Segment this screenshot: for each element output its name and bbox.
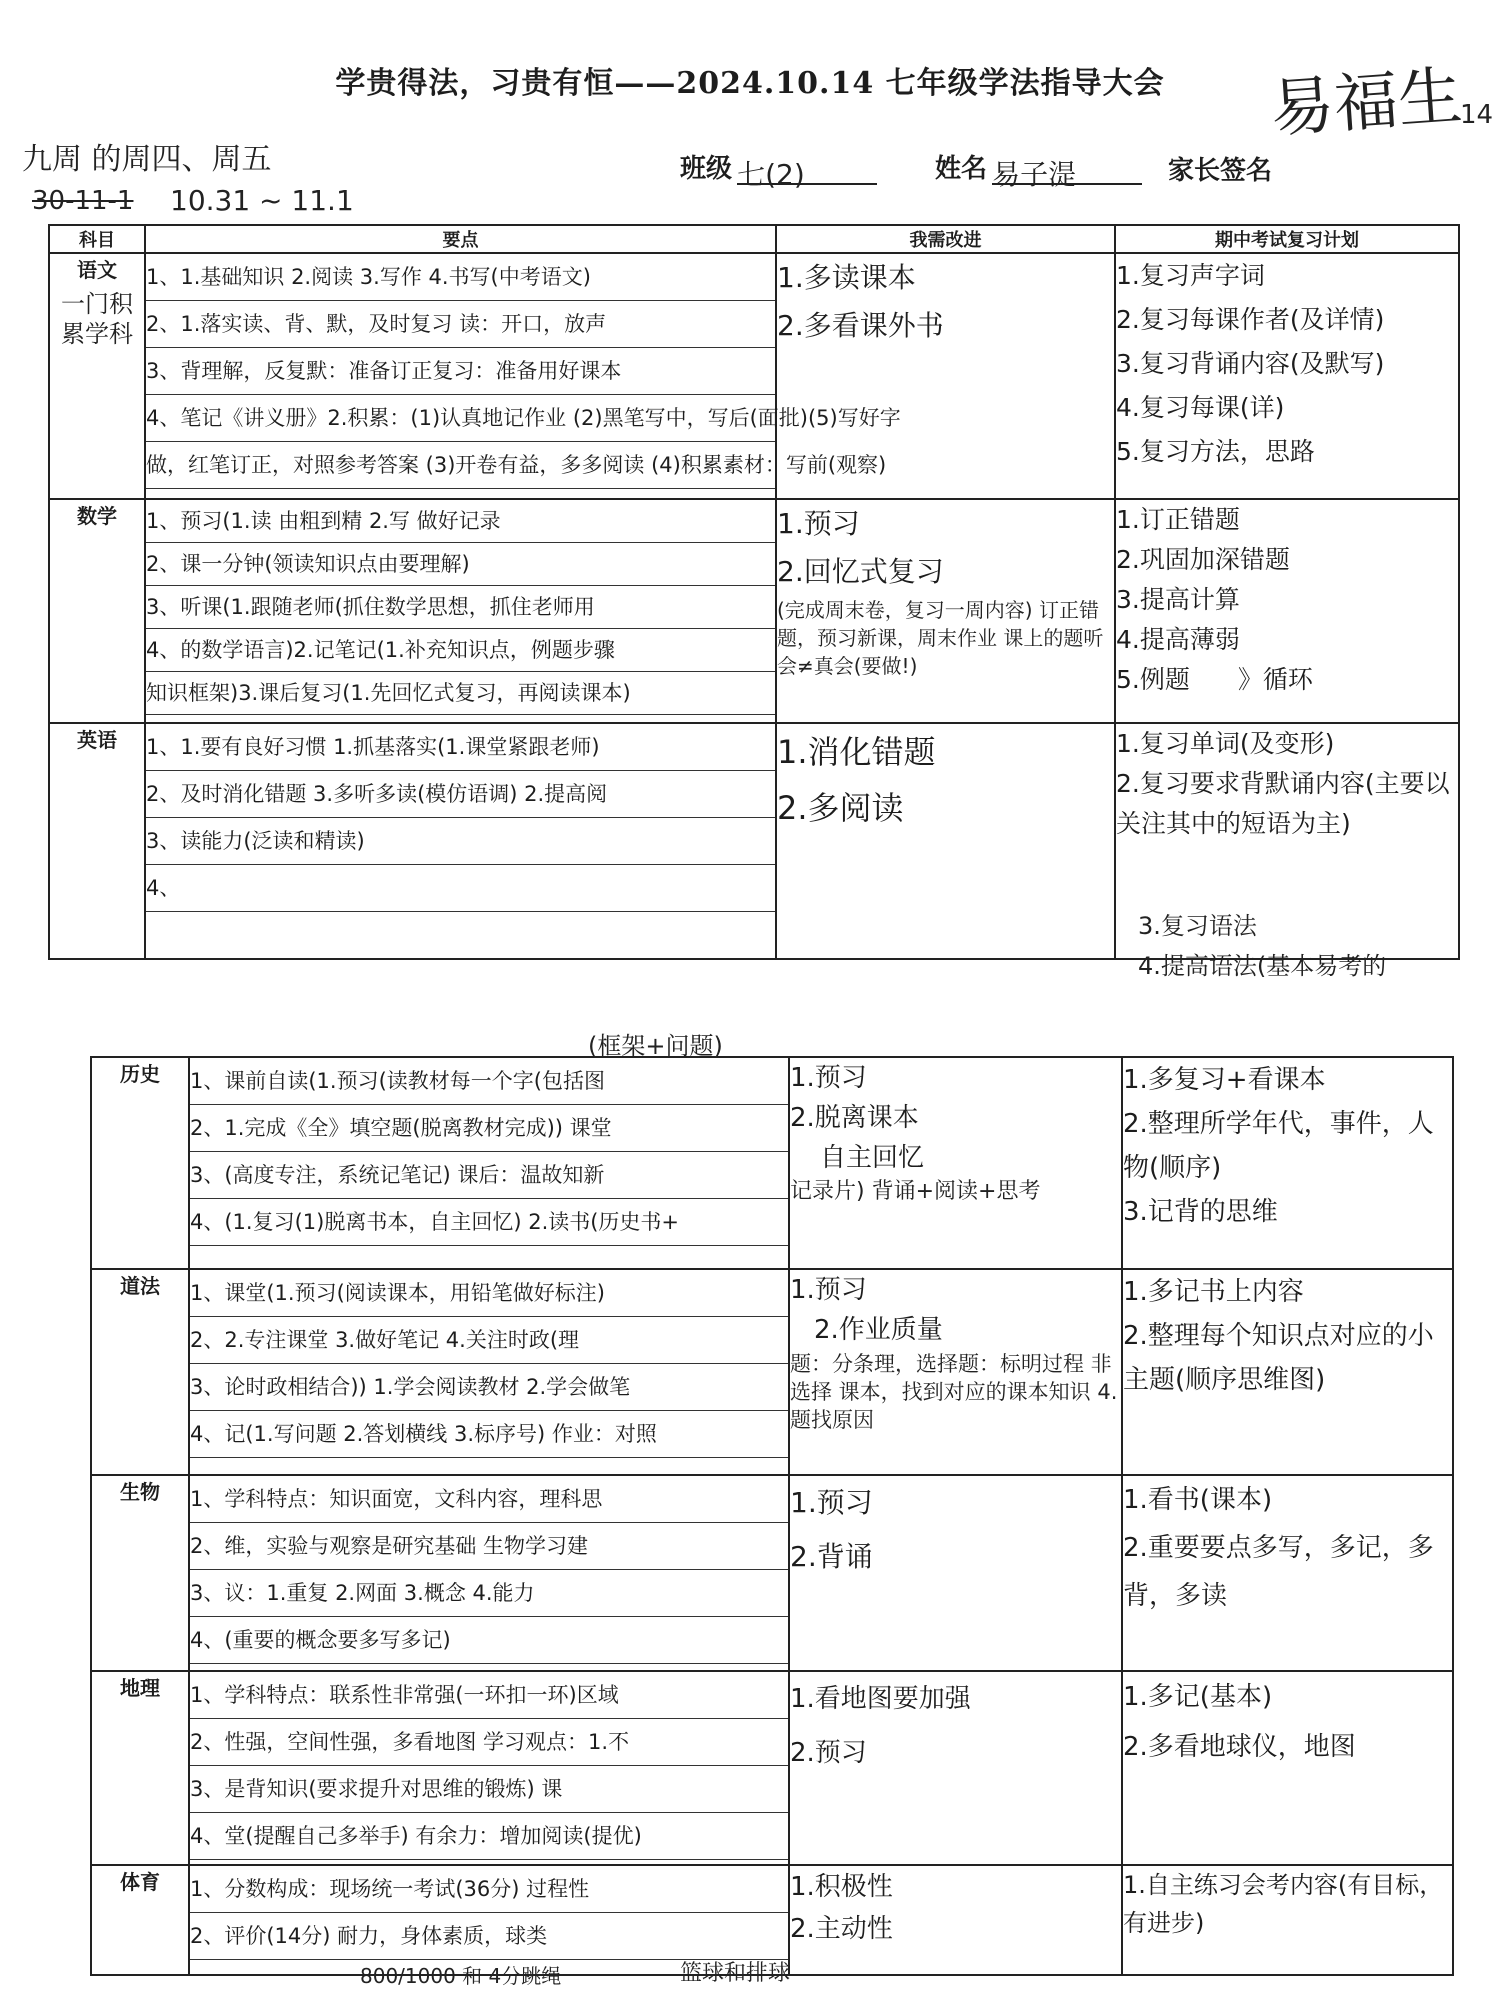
subject-name: 数学 bbox=[77, 504, 117, 528]
improve-item: 2.背诵 bbox=[790, 1540, 873, 1573]
plan-overflow-line: 3.复习语法 bbox=[1138, 912, 1257, 940]
parent-signature: 易福生 bbox=[1267, 59, 1465, 147]
plan-item: 3.提高计算 bbox=[1116, 585, 1240, 614]
row-geography bbox=[91, 1671, 1453, 1865]
name-value: 易子湜 bbox=[992, 158, 1077, 191]
point-line: 3、是背知识(要求提升对思维的锻炼) 课 bbox=[190, 1766, 788, 1813]
improve-item: 1.消化错题 bbox=[777, 733, 936, 771]
plan-item: 4.提高薄弱 bbox=[1116, 625, 1240, 654]
top-study-table bbox=[48, 224, 1460, 960]
crossed-date: 30-11-1 bbox=[32, 186, 134, 216]
improve-item: 2.主动性 bbox=[790, 1914, 893, 1944]
week-note: 九周 的周四、周五 bbox=[22, 142, 272, 177]
improve-item: 1.看地图要加强 bbox=[790, 1684, 971, 1714]
improve-cell bbox=[789, 1057, 1122, 1269]
table-header-row bbox=[49, 225, 1459, 253]
subject-name: 语文 bbox=[77, 258, 117, 282]
point-line: 4、笔记《讲义册》2.积累：(1)认真地记作业 (2)黑笔写中，写后(面批)(5)写好字 bbox=[146, 395, 775, 442]
plan-item: 1.多复习+看课本 bbox=[1123, 1065, 1326, 1095]
plan-item: 1.复习单词(及变形) bbox=[1116, 729, 1335, 758]
row-morality-law bbox=[91, 1269, 1453, 1475]
point-line: 4、(1.复习(1)脱离书本，自主回忆) 2.读书(历史书+ bbox=[190, 1199, 788, 1246]
point-line: 1、分数构成：现场统一考试(36分) 过程性 bbox=[190, 1866, 788, 1913]
plan-item: 2.整理所学年代，事件，人物(顺序) bbox=[1123, 1109, 1434, 1183]
col-header-subject: 科目 bbox=[49, 225, 145, 253]
subject-cell bbox=[91, 1671, 189, 1865]
improve-item: 2.作业质量 bbox=[814, 1315, 943, 1345]
plan-item: 1.复习声字词 bbox=[1116, 261, 1265, 290]
row-history bbox=[91, 1057, 1453, 1269]
subject-name: 生物 bbox=[120, 1480, 160, 1504]
improve-cell bbox=[776, 723, 1115, 959]
plan-item-text: 5.例题 bbox=[1116, 665, 1190, 694]
class-value: 七(2) bbox=[737, 158, 805, 191]
point-line: 1、1.基础知识 2.阅读 3.写作 4.书写(中考语文) bbox=[146, 254, 775, 301]
points-cell bbox=[145, 723, 776, 959]
improve-item: 1.预习 bbox=[790, 1275, 867, 1305]
point-line: 2、1.完成《全》填空题(脱离教材完成)) 课堂 bbox=[190, 1105, 788, 1152]
plan-item: 2.复习要求背默诵内容(主要以关注其中的短语为主) bbox=[1116, 769, 1450, 838]
subject-cell bbox=[49, 499, 145, 723]
improve-item: 1.预习 bbox=[777, 507, 860, 540]
name-label: 姓名 bbox=[935, 154, 988, 184]
points-cell bbox=[189, 1057, 789, 1269]
parent-sign-field bbox=[1168, 150, 1272, 187]
improve-item: 2.多看课外书 bbox=[777, 309, 944, 342]
col-header-improve: 我需改进 bbox=[776, 225, 1115, 253]
point-line: 4、(重要的概念要多写多记) bbox=[190, 1617, 788, 1664]
point-line: 做，红笔订正，对照参考答案 (3)开卷有益，多多阅读 (4)积累素材：写前(观察) bbox=[146, 442, 775, 489]
parent-sign-label: 家长签名 bbox=[1168, 156, 1273, 186]
footer-note-left: 800/1000 和 4分跳绳 bbox=[360, 1964, 562, 1988]
plan-overflow-line: 4.提高语法(基本易考的 bbox=[1138, 952, 1387, 980]
class-label: 班级 bbox=[680, 154, 733, 184]
point-line: 2、及时消化错题 3.多听多读(模仿语调) 2.提高阅 bbox=[146, 771, 775, 818]
point-line: 知识框架)3.课后复习(1.先回忆式复习，再阅读课本) bbox=[146, 672, 775, 715]
subject-cell bbox=[91, 1475, 189, 1671]
improve-item: 2.脱离课本 bbox=[790, 1103, 919, 1133]
points-cell bbox=[189, 1671, 789, 1865]
points-cell bbox=[145, 499, 776, 723]
name-field bbox=[935, 148, 1142, 191]
point-line: 1、课堂(1.预习(阅读课本，用铅笔做好标注) bbox=[190, 1270, 788, 1317]
plan-item: 1.自主练习会考内容(有目标，有进步) bbox=[1123, 1871, 1444, 1937]
point-line: 4、 bbox=[146, 865, 775, 912]
improve-item: 2.多阅读 bbox=[777, 789, 904, 827]
point-line: 4、记(1.写问题 2.答划横线 3.标序号) 作业：对照 bbox=[190, 1411, 788, 1458]
improve-item: 2.预习 bbox=[790, 1738, 867, 1768]
subject-cell bbox=[91, 1865, 189, 1975]
point-line: 1、学科特点：联系性非常强(一环扣一环)区域 bbox=[190, 1672, 788, 1719]
point-line: 2、维，实验与观察是研究基础 生物学习建 bbox=[190, 1523, 788, 1570]
point-line: 3、听课(1.跟随老师(抓住数学思想，抓住老师用 bbox=[146, 586, 775, 629]
plan-cell bbox=[1122, 1671, 1453, 1865]
plan-cell bbox=[1122, 1057, 1453, 1269]
point-line: 4、堂(提醒自己多举手) 有余力：增加阅读(提优) bbox=[190, 1813, 788, 1860]
point-line: 2、性强，空间性强，多看地图 学习观点：1.不 bbox=[190, 1719, 788, 1766]
improve-extra-note: (完成周末卷，复习一周内容) 订正错题，预习新课，周末作业 课上的题听会≠真会(要做!) bbox=[777, 598, 1104, 678]
improve-extra-note: 记录片) 背诵+阅读+思考 bbox=[790, 1179, 1041, 1204]
point-line: 4、的数学语言)2.记笔记(1.补充知识点，例题步骤 bbox=[146, 629, 775, 672]
plan-cell bbox=[1115, 499, 1459, 723]
point-line: 3、背理解，反复默：准备订正复习：准备用好课本 bbox=[146, 348, 775, 395]
plan-item: 2.复习每课作者(及详情) bbox=[1116, 305, 1385, 334]
points-cell bbox=[189, 1475, 789, 1671]
subject-name: 英语 bbox=[77, 728, 117, 752]
plan-item bbox=[1116, 660, 1458, 700]
improve-item: 2.回忆式复习 bbox=[777, 555, 944, 588]
plan-cell bbox=[1122, 1865, 1453, 1975]
improve-cell bbox=[789, 1865, 1122, 1975]
subject-cell bbox=[91, 1057, 189, 1269]
plan-item: 1.多记书上内容 bbox=[1123, 1277, 1304, 1307]
improve-item: 自主回忆 bbox=[820, 1143, 925, 1173]
point-line: 1、学科特点：知识面宽，文科内容，理科思 bbox=[190, 1476, 788, 1523]
improve-cell bbox=[789, 1269, 1122, 1475]
point-line: 2、2.专注课堂 3.做好笔记 4.关注时政(理 bbox=[190, 1317, 788, 1364]
improve-extra-note: 题：分条理，选择题：标明过程 非选择 课本，找到对应的课本知识 4.题找原因 bbox=[790, 1352, 1118, 1432]
point-line: 2、评价(14分) 耐力，身体素质，球类 bbox=[190, 1913, 788, 1960]
plan-item: 2.重要要点多写，多记，多背，多读 bbox=[1123, 1533, 1434, 1611]
improve-item: 1.积极性 bbox=[790, 1872, 893, 1902]
plan-item: 2.巩固加深错题 bbox=[1116, 545, 1290, 574]
subject-name: 道法 bbox=[120, 1274, 160, 1298]
point-line: 2、1.落实读、背、默，及时复习 读：开口，放声 bbox=[146, 301, 775, 348]
point-line: 3、(高度专注，系统记笔记) 课后：温故知新 bbox=[190, 1152, 788, 1199]
point-line: 3、读能力(泛读和精读) bbox=[146, 818, 775, 865]
plan-item: 1.看书(课本) bbox=[1123, 1485, 1273, 1515]
subject-note: 一门积累学科 bbox=[61, 290, 133, 348]
point-line: 3、论时政相结合)) 1.学会阅读教材 2.学会做笔 bbox=[190, 1364, 788, 1411]
plan-item: 2.整理每个知识点对应的小主题(顺序思维图) bbox=[1123, 1321, 1434, 1395]
plan-item: 5.复习方法，思路 bbox=[1116, 437, 1315, 466]
plan-cell bbox=[1122, 1475, 1453, 1671]
plan-item: 3.记背的思维 bbox=[1123, 1197, 1278, 1227]
class-field bbox=[680, 148, 877, 191]
date-range: 10.31 ~ 11.1 bbox=[170, 184, 354, 217]
plan-item: 2.多看地球仪，地图 bbox=[1123, 1732, 1356, 1762]
points-cell bbox=[189, 1269, 789, 1475]
corner-mark: 14 bbox=[1460, 100, 1494, 130]
subject-cell bbox=[49, 253, 145, 499]
subject-cell bbox=[91, 1269, 189, 1475]
framework-note: (框架+问题) bbox=[588, 1032, 723, 1060]
point-line: 1、1.要有良好习惯 1.抓基落实(1.课堂紧跟老师) bbox=[146, 724, 775, 771]
plan-item: 4.复习每课(详) bbox=[1116, 393, 1285, 422]
plan-cell bbox=[1115, 253, 1459, 499]
col-header-plan: 期中考试复习计划 bbox=[1115, 225, 1459, 253]
bottom-study-table bbox=[90, 1056, 1454, 1976]
point-line: 3、议：1.重复 2.网面 3.概念 4.能力 bbox=[190, 1570, 788, 1617]
footer-note-right: 篮球和排球 bbox=[680, 1961, 791, 1986]
row-biology bbox=[91, 1475, 1453, 1671]
point-line: 1、课前自读(1.预习(读教材每一个字(包括图 bbox=[190, 1058, 788, 1105]
improve-cell bbox=[789, 1671, 1122, 1865]
plan-cycle-note: 》循环 bbox=[1237, 665, 1313, 694]
point-line: 1、预习(1.读 由粗到精 2.写 做好记录 bbox=[146, 500, 775, 543]
subject-name: 体育 bbox=[120, 1870, 160, 1894]
subject-name: 历史 bbox=[120, 1062, 160, 1086]
row-chinese bbox=[49, 253, 1459, 499]
row-math bbox=[49, 499, 1459, 723]
improve-cell bbox=[776, 499, 1115, 723]
improve-item: 1.多读课本 bbox=[777, 261, 916, 294]
point-line: 2、课一分钟(领读知识点由要理解) bbox=[146, 543, 775, 586]
improve-item: 1.预习 bbox=[790, 1063, 867, 1093]
col-header-points: 要点 bbox=[145, 225, 776, 253]
plan-item: 1.订正错题 bbox=[1116, 505, 1240, 534]
plan-cell bbox=[1122, 1269, 1453, 1475]
plan-item: 1.多记(基本) bbox=[1123, 1682, 1273, 1712]
improve-item: 1.预习 bbox=[790, 1486, 873, 1519]
document-title: 学贵得法，习贵有恒——2024.10.14 七年级学法指导大会 bbox=[335, 66, 1165, 101]
improve-cell bbox=[789, 1475, 1122, 1671]
subject-cell bbox=[49, 723, 145, 959]
plan-item: 3.复习背诵内容(及默写) bbox=[1116, 349, 1385, 378]
subject-name: 地理 bbox=[120, 1676, 160, 1700]
